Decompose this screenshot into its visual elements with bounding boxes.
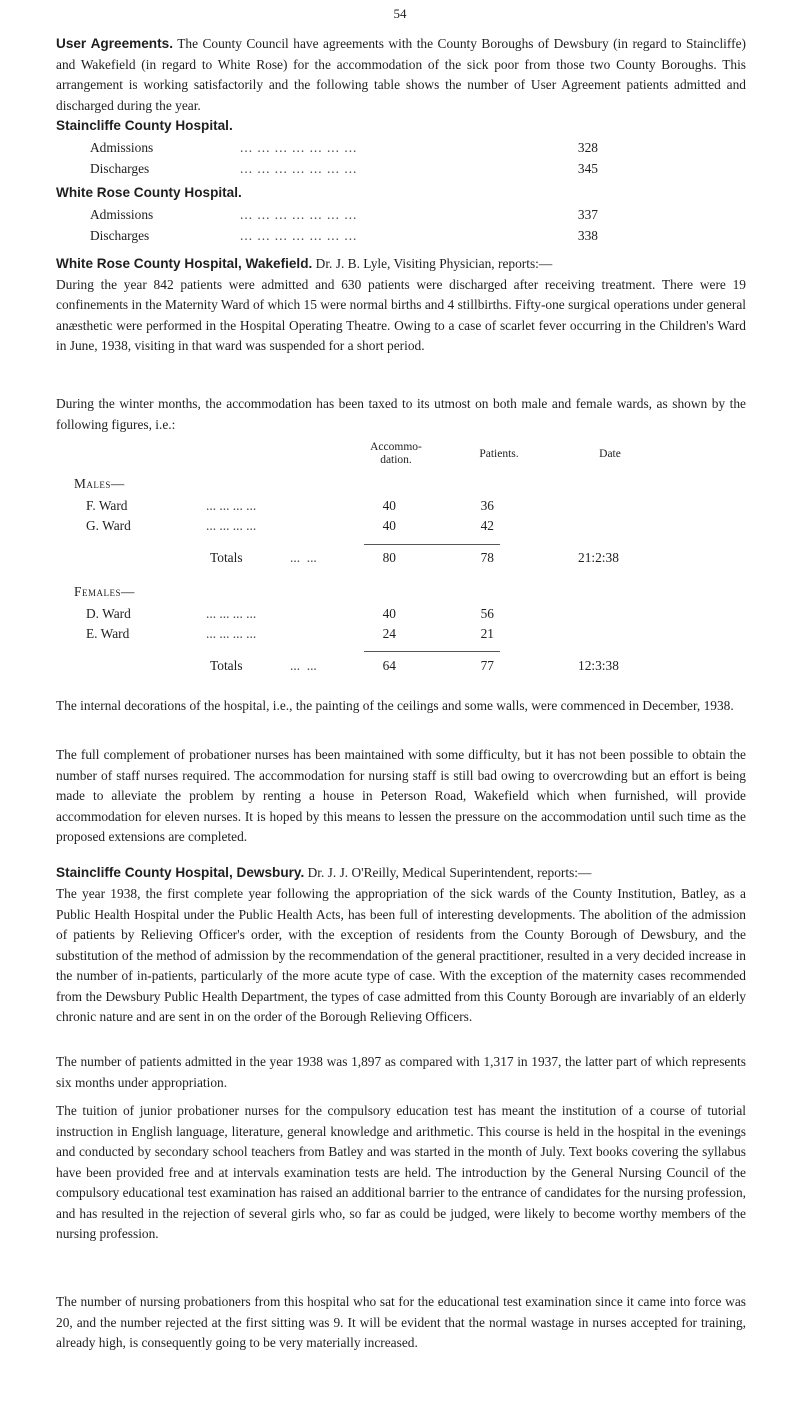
row-label: Discharges	[90, 228, 150, 243]
white-rose-admissions-row	[90, 207, 598, 227]
white-rose-report-paragraph	[56, 254, 746, 357]
ward-f-label: F. Ward	[86, 498, 128, 513]
leader-dots: ... ...	[290, 550, 317, 565]
staincliffe-report-p3: The tuition of junior probationer nurses for the compulsory education test has meant the institution of a course of tutorial instruction in English language, literature, general knowledge and arithmetic. This course is held in the hospital in the evenings and conducted by secondary school teachers from Batley and was started in the month of July. Text books covering the syllabus have been provided free and at intervals examination tests are held. The introduction by the General Nursing Council of the compulsory educational test examination has raised an additional barrier to the entrance of candidates for the nursing profession, and has resulted in the rejection of several girls who, so far as could be judged, were likely to become worthy members of the nursing profession.	[56, 1103, 746, 1241]
leader-dots: ... ... ... ...	[206, 626, 257, 641]
ward-g-accommodation: 40	[382, 518, 396, 533]
leader-dots: ... ... ... ...	[206, 518, 257, 533]
total-rule	[364, 651, 500, 652]
leader-dots: ... ...	[290, 658, 317, 673]
page-number: 54	[393, 6, 407, 21]
leader-dots: ... ... ... ... ... ... ...	[240, 207, 358, 222]
ward-d-patients: 56	[480, 606, 494, 621]
staincliffe-report-lead: Dr. J. J. O'Reilly, Medical Superintendent, reports:—	[304, 865, 592, 880]
white-rose-report-heading: White Rose County Hospital, Wakefield.	[56, 256, 313, 271]
total-rule	[364, 544, 500, 545]
nurses-paragraph: The full complement of probationer nurses has been maintained with some difficulty, but it has not been possible to obtain the number of staff nurses required. The accommodation for nursing staff is still bad owing to overcrowding but an effort is being made to alleviate the problem by renting a house in Peterson Road, Wakefield which when furnished, will provide accommodation for eleven nurses. It is hoped by this means to lessen the pressure on the accommodation until such time as the proposed extensions are completed.	[56, 747, 746, 844]
row-label: Admissions	[90, 140, 154, 155]
white-rose-report-p1: During the year 842 patients were admitted and 630 patients were discharged after receiving treatment. There were 19 confinements in the Maternity Ward of which 15 were normal births and 4 stillbirths. Fifty-one surgical operations under general anæsthetic were performed in the Hospital Operating Theatre. Owing to a case of scarlet fever occurring in the Children's Ward in June, 1938, visiting in that ward was suspended for a short period.	[56, 276, 746, 353]
ward-e-patients: 21	[480, 626, 494, 641]
leader-dots: ... ... ... ... ... ... ...	[240, 228, 358, 243]
females-totals-accommodation: 64	[382, 658, 396, 673]
ward-e-label: E. Ward	[86, 626, 130, 641]
females-totals-label: Totals	[210, 658, 243, 673]
males-totals-patients: 78	[480, 550, 494, 565]
males-label: Males—	[74, 476, 125, 491]
row-value: 345	[577, 161, 598, 176]
winter-months-paragraph: During the winter months, the accommodation has been taxed to its utmost on both male and female wards, as shown by the following figures, i.e.:	[56, 396, 746, 432]
leader-dots: ... ... ... ...	[206, 606, 257, 621]
staincliffe-report-p1: The year 1938, the first complete year following the appropriation of the sick wards of the County Institution, Batley, as a Public Health Hospital under the Public Health Acts, has been full of interesting developments. The abolition of the admission of patients by Relieving Officer's order, with the exception of residents from the County Borough of Dewsbury, and the substitution of the method of admission by the recommendation of the general practitioner, resulted in a very decided increase in the number of in-patients, particularly of the more acute type of case. With the exception of the maternity cases recommended from the Dewsbury Public Health Department, the types of case admitted from this County Borough are invariably of an elderly chronic nature and are sent in on the order of the Borough Relieving Officers.	[56, 886, 746, 1024]
row-value: 337	[577, 207, 598, 222]
males-totals-accommodation: 80	[382, 550, 396, 565]
staincliffe-report-paragraph	[56, 863, 746, 884]
leader-dots: ... ... ... ... ... ... ...	[240, 161, 358, 176]
females-totals-patients: 77	[480, 658, 494, 673]
ward-f-accommodation: 40	[382, 498, 396, 513]
leader-dots: ... ... ... ...	[206, 498, 257, 513]
white-rose-report-lead: Dr. J. B. Lyle, Visiting Physician, reports:—	[312, 256, 553, 271]
header-date: Date	[599, 448, 621, 460]
user-agreements-paragraph	[56, 34, 746, 116]
ward-e-accommodation: 24	[382, 626, 396, 641]
row-value: 338	[577, 228, 598, 243]
leader-dots: ... ... ... ... ... ... ...	[240, 140, 358, 155]
females-totals-date: 12:3:38	[578, 658, 619, 673]
ward-d-accommodation: 40	[382, 606, 396, 621]
white-rose-discharges-row	[90, 228, 598, 248]
staincliffe-table-title: Staincliffe County Hospital.	[56, 118, 233, 133]
staincliffe-report-heading: Staincliffe County Hospital, Dewsbury.	[56, 865, 305, 880]
header-patients: Patients.	[479, 448, 519, 460]
ward-g-patients: 42	[480, 518, 494, 533]
ward-f-patients: 36	[480, 498, 494, 513]
ward-d-label: D. Ward	[86, 606, 131, 621]
row-label: Discharges	[90, 161, 150, 176]
row-value: 328	[577, 140, 598, 155]
header-accommodation: Accommo- dation.	[370, 441, 422, 466]
staincliffe-admissions-row	[90, 140, 598, 160]
white-rose-table-title: White Rose County Hospital.	[56, 185, 242, 200]
staincliffe-report-p4: The number of nursing probationers from this hospital who sat for the educational test examination since it came into force was 20, and the number rejected at the first sitting was 9. It will be evident that the normal wastage in nurses accepted for training, already high, is consequently going to be very materially increased.	[56, 1294, 746, 1350]
females-label: Females—	[74, 584, 135, 599]
user-agreements-heading: User Agreements.	[56, 36, 173, 51]
user-agreements-text: The County Council have agreements with the County Boroughs of Dewsbury (in regard to Staincliffe) and Wakefield (in regard to White Rose) for the accommodation of the sick poor from those two County Boroughs. This arrangement is working satisfactorily and the following table shows the number of User Agreement patients admitted and discharged during the year.	[56, 36, 746, 113]
staincliffe-discharges-row	[90, 161, 598, 181]
males-totals-date: 21:2:38	[578, 550, 619, 565]
males-totals-label: Totals	[210, 550, 243, 565]
staincliffe-report-p2: The number of patients admitted in the year 1938 was 1,897 as compared with 1,317 in 1937, the latter part of which represents six months under appropriation.	[56, 1054, 746, 1090]
ward-g-label: G. Ward	[86, 518, 131, 533]
decorations-paragraph: The internal decorations of the hospital, i.e., the painting of the ceilings and some walls, were commenced in December, 1938.	[56, 698, 734, 713]
row-label: Admissions	[90, 207, 154, 222]
